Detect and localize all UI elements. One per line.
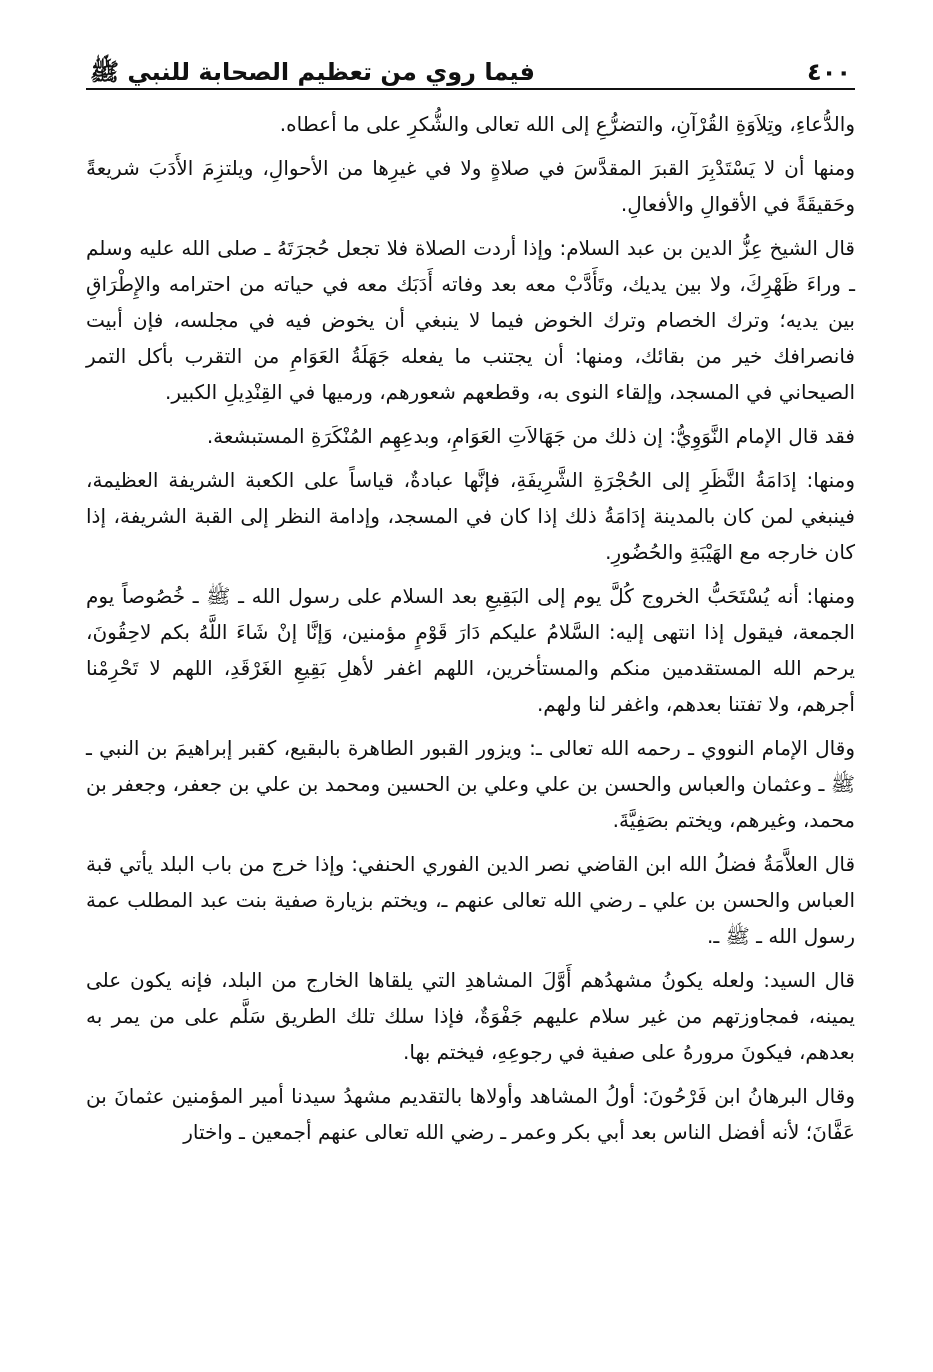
paragraph: ومنها: إدَامَةُ النَّظَرِ إلى الحُجْرَةِ الشَّرِيفَةِ، فإنَّها عبادةٌ، قياساً على الكعبة الشريفة العظيمة، فينبغي لمن كان بالمدينة إدَامَةُ ذلك إذا كان في المسجد، وإدامة النظر إلى القبة الشريفة، إذا كان خارجه مع الهَيْبَةِ والحُضُورِ. [86,468,855,564]
paragraph: فقد قال الإمام النَّوَوِيُّ: إن ذلك من جَهَالاَتِ العَوَامِ، وبدعِهِم المُنْكَرَةِ المستبشعة. [206,424,855,448]
page-body [86,106,855,1150]
paragraph: وقال الإمام النووي ـ رحمه الله تعالى ـ: ويزور القبور الطاهرة بالبقيع، كقبر إبراهيمَ بن النبي ـ ﷺ ـ وعثمان والعباس والحسن بن علي وعلي بن الحسين ومحمد بن علي بن جعفر، وجعفر بن محمد، وغيرهم، ويختم بصَفِيَّةَ. [86,736,855,832]
paragraph: ومنها: أنه يُسْتَحَبُّ الخروج كُلَّ يوم إلى البَقِيعِ بعد السلام على رسول الله ـ ﷺ ـ خُصُوصاً يوم الجمعة، فيقول إذا انتهى إليه: السَّلامُ عليكم دَارَ قَوْمٍ مؤمنين، وَإنَّا إنْ شَاءَ اللَّهُ بكم لاحِقُونَ، يرحم الله المستقدمين منكم والمستأخرين، اللهم اغفر لأهلِ بَقِيعِ الغَرْقَدِ، اللهم لا تَحْرِمْنا أجرهم، ولا تفتنا بعدهم، واغفر لنا ولهم. [86,584,855,716]
paragraph: وقال البرهانُ ابن فَرْحُونَ: أولُ المشاهد وأولاها بالتقديم مشهدُ سيدنا أمير المؤمنين عثمانَ بن عَفَّانَ؛ لأنه أفضل الناس بعد أبي بكر وعمر ـ رضي الله تعالى عنهم أجمعين ـ واختار [86,1084,855,1144]
paragraph: قال الشيخ عِزُّ الدين بن عبد السلام: وإذا أردت الصلاة فلا تجعل حُجرَتَهُ ـ صلى الله عليه وسلم ـ وراءَ ظَهْرِكَ، ولا بين يديك، وتَأَدَّبْ معه بعد وفاته أَدَبَك معه في حياته من احترامه والإِطْرَاقِ بين يديه؛ وترك الخصام وترك الخوض فيما لا ينبغي أن يخوض فيه في مجلسه، فإن أبيت فانصرافك خير من بقائك، ومنها: أن يجتنب ما يفعله جَهَلَةُ العَوَامِ من التقرب بأكل التمر الصيحاني في المسجد، وإلقاء النوى به، وقطعهم شعورهم، ورميها في القِنْدِيلِ الكبير. [86,236,855,404]
running-title: فيما روي من تعظيم الصحابة للنبي ﷺ [90,58,535,86]
paragraph: قال العلاَّمَةُ فضلُ الله ابن القاضي نصر الدين الفوري الحنفي: وإذا خرج من باب البلد يأتي قبة العباس والحسن بن علي ـ رضي الله تعالى عنهم ـ، ويختم بزيارة صفية بنت عبد المطلب عمة رسول الله ـ ﷺ ـ. [86,852,855,948]
paragraph: ومنها أن لا يَسْتَدْبِرَ القبرَ المقدَّسَ في صلاةٍ ولا في غيرِها من الأحوالِ، ويلتزِمَ الأَدَبَ شريعةً وحَقيقَةً في الأقوالِ والأفعالِ. [86,156,855,216]
page-number: ٤٠٠ [807,58,851,86]
page-header [86,40,855,90]
paragraph: والدُّعاءِ، وتِلاَوَةِ القُرْآنِ، والتضرُّعِ إلى الله تعالى والشُّكرِ على ما أعطاه. [279,112,855,136]
paragraph: قال السيد: ولعله يكونُ مشهدُهم أَوَّلَ المشاهدِ التي يلقاها الخارج من البلد، فإنه يكون على يمينه، فمجاوزتهم من غير سلام عليهم جَفْوَةٌ، فإذا سلك تلك الطريق سَلَّم على من يمر به بعدهم، فيكونَ مرورهُ على صفية في رجوعِهِ، فيختم بها. [86,968,855,1064]
